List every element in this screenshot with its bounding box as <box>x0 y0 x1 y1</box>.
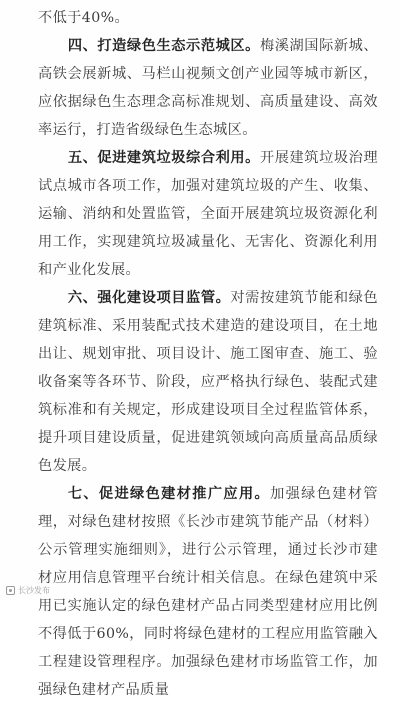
source-watermark <box>6 585 50 596</box>
section-5 <box>38 144 378 284</box>
section-4 <box>38 32 378 144</box>
section-5-heading: 五、促进建筑垃圾综合利用。 <box>67 150 260 166</box>
opening-line: 不低于40%。 <box>38 10 130 26</box>
section-4-heading: 四、打造绿色生态示范城区。 <box>67 38 260 54</box>
document-body <box>38 4 378 704</box>
section-5-body: 开展建筑垃圾治理试点城市各项工作，加强对建筑垃圾的产生、收集、运输、消纳和处置监管，全面开展建筑垃圾资源化利用工作，实现建筑垃圾减量化、无害化、资源化利用和产业化发展。 <box>38 150 378 278</box>
watermark-label: 长沙发布 <box>18 586 50 595</box>
section-6-heading: 六、强化建设项目监管。 <box>67 290 231 306</box>
camera-icon <box>6 586 15 595</box>
section-4-body: 梅溪湖国际新城、高铁会展新城、马栏山视频文创产业园等城市新区，应依据绿色生态理念高标准规划、高质量建设、高效率运行，打造省级绿色生态城区。 <box>38 38 378 138</box>
section-6 <box>38 284 378 480</box>
section-6-body: 对需按建筑节能和绿色建筑标准、采用装配式技术建造的建设项目，在土地出让、规划审批、项目设计、施工图审查、施工、验收备案等各环节、阶段，应严格执行绿色、装配式建筑标准和有关规定，形成建设项目全过程监管体系，提升项目建设质量，促进建筑领域向高质量高品质绿色发展。 <box>38 290 378 474</box>
section-7-body: 加强绿色建材管理，对绿色建材按照《长沙市建筑节能产品（材料）公示管理实施细则》，进行公示管理，通过长沙市建材应用信息管理平台统计相关信息。在绿色建筑中采用已实施认定的绿色建材产品占同类型建材应用比例不得低于60%，同时将绿色建材的工程应用监管融入工程建设管理程序。加强绿色建材市场监管工作，加强绿色建材产品质量 <box>38 486 378 698</box>
section-7 <box>38 480 378 704</box>
section-7-heading: 七、促进绿色建材推广应用。 <box>67 486 271 502</box>
